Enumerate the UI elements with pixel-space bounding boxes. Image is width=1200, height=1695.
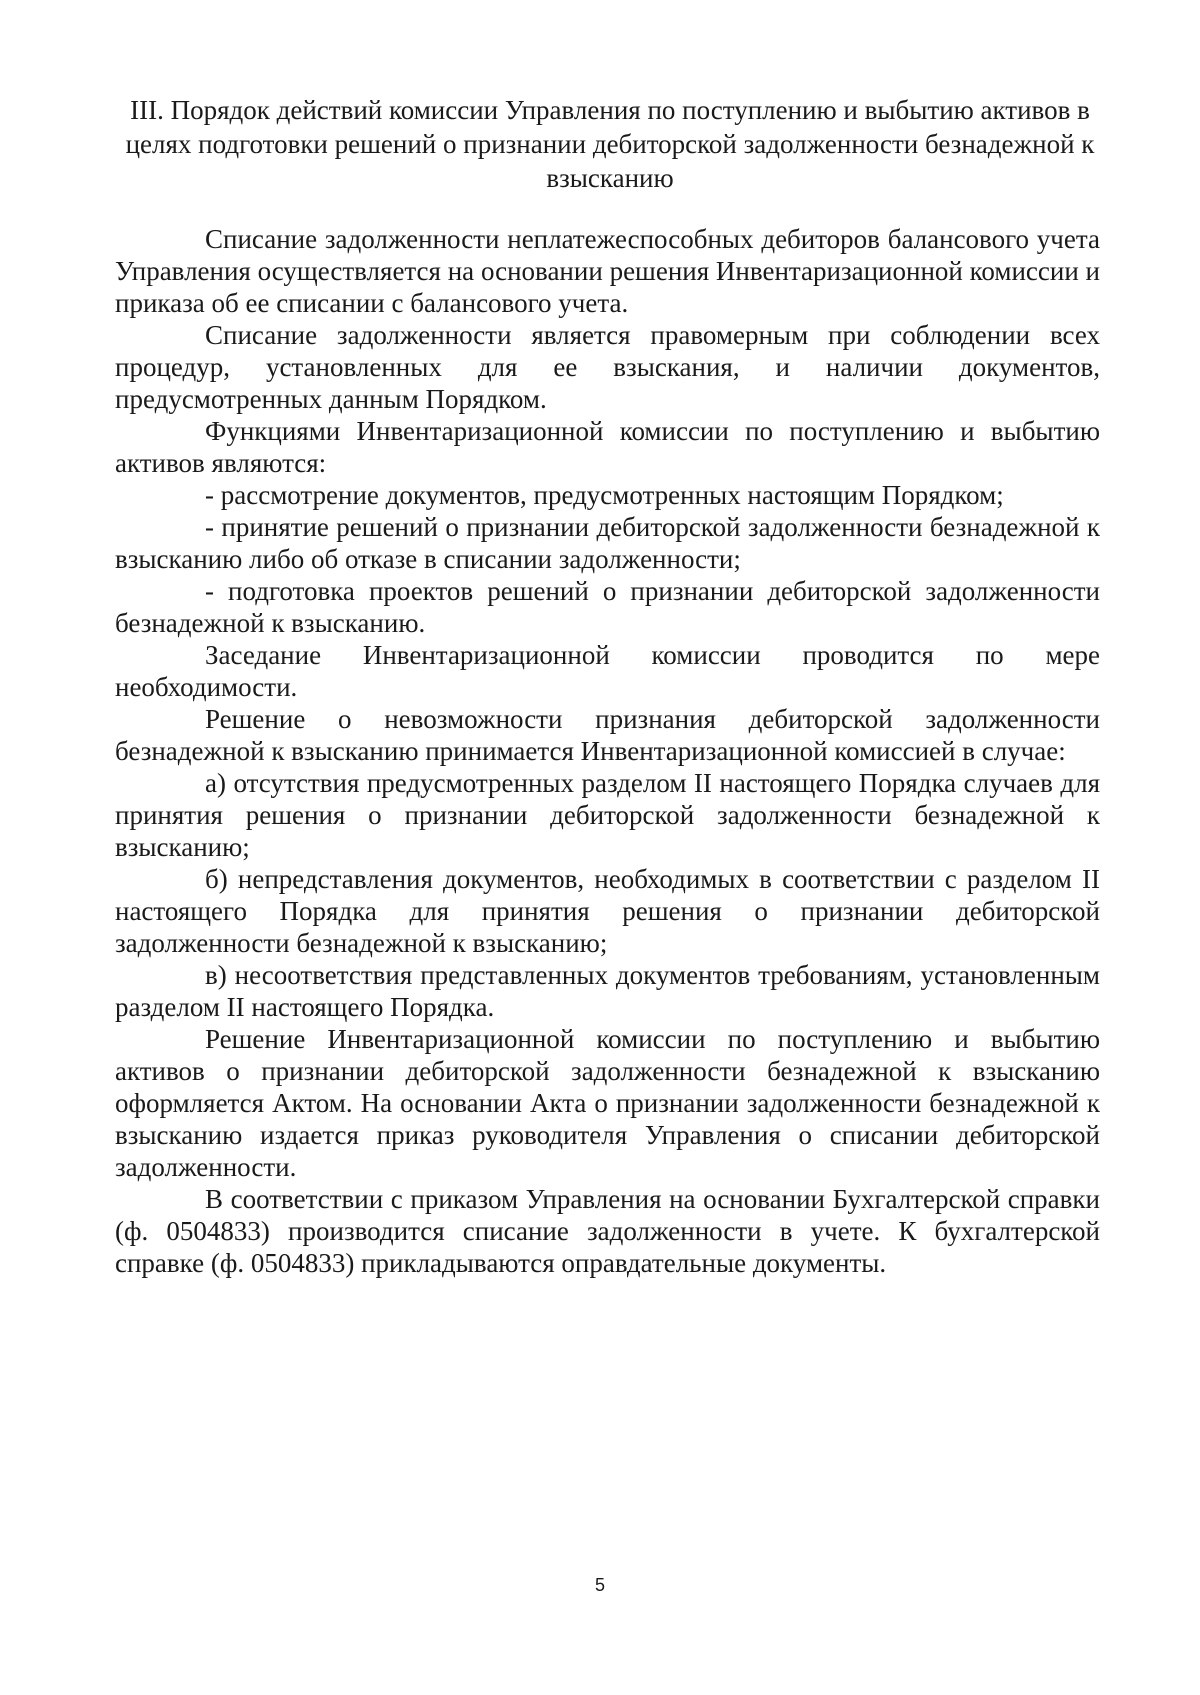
paragraph-refusal-decision: Решение о невозможности признания дебиторской задолженности безнадежной к взысканию принимается Инвентаризационной комиссией в случае: — [115, 704, 1100, 766]
document-body — [115, 223, 1100, 1279]
page-number: 5 — [594, 1575, 605, 1595]
paragraph-meeting-frequency: Заседание Инвентаризационной комиссии проводится по мере необходимости. — [115, 640, 1100, 702]
paragraph-write-off-legitimacy: Списание задолженности является правомерным при соблюдении всех процедур, установленных для ее взыскания, и наличии документов, предусмотренных данным Порядком. — [115, 320, 1100, 414]
paragraph-accounting-certificate: В соответствии с приказом Управления на основании Бухгалтерской справки (ф. 0504833) производится списание задолженности в учете. К бухгалтерской справке (ф. 0504833) прикладываются оправдательные документы. — [115, 1184, 1100, 1278]
list-item-make-decisions: - принятие решений о признании дебиторской задолженности безнадежной к взысканию либо об отказе в списании задолженности; — [115, 512, 1100, 574]
list-item-review-documents: - рассмотрение документов, предусмотренных настоящим Порядком; — [205, 480, 1004, 510]
paragraph-write-off-basis: Списание задолженности неплатежеспособных дебиторов балансового учета Управления осуществляется на основании решения Инвентаризационной комиссии и приказа об ее списании с балансового учета. — [115, 224, 1100, 318]
list-item-case-b: б) непредставления документов, необходимых в соответствии с разделом II настоящего Порядка для принятия решения о признании дебиторской задолженности безнадежной к взысканию; — [115, 864, 1100, 958]
list-item-prepare-drafts: - подготовка проектов решений о признании дебиторской задолженности безнадежной к взысканию. — [115, 576, 1100, 638]
paragraph-commission-functions: Функциями Инвентаризационной комиссии по поступлению и выбытию активов являются: — [115, 416, 1100, 478]
list-item-case-a: а) отсутствия предусмотренных разделом II настоящего Порядка случаев для принятия решения о признании дебиторской задолженности безнадежной к взысканию; — [115, 768, 1100, 862]
list-item-case-c: в) несоответствия представленных документов требованиям, установленным разделом II настоящего Порядка. — [115, 960, 1100, 1022]
section-heading: III. Порядок действий комиссии Управления по поступлению и выбытию активов в целях подготовки решений о признании дебиторской задолженности безнадежной к взысканию — [125, 95, 1095, 193]
paragraph-act-formalization: Решение Инвентаризационной комиссии по поступлению и выбытию активов о признании дебиторской задолженности безнадежной к взысканию оформляется Актом. На основании Акта о признании задолженности безнадежной к взысканию издается приказ руководителя Управления о списании дебиторской задолженности. — [115, 1024, 1100, 1182]
